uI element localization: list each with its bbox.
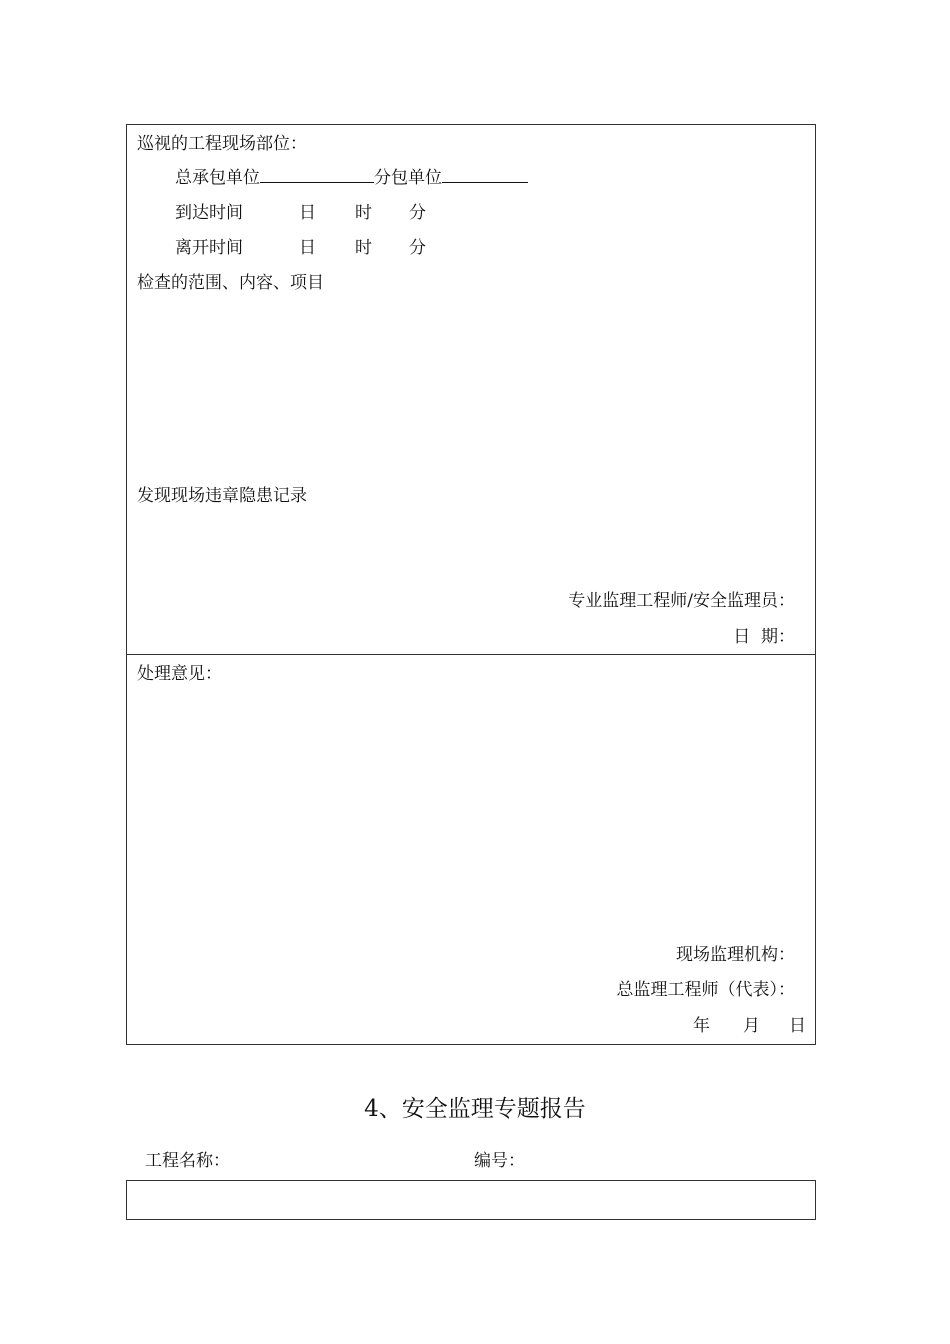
scope-label: 检查的范围、内容、项目: [137, 273, 324, 293]
opinion-label: 处理意见：: [137, 664, 222, 684]
arrival-day: 日: [299, 203, 316, 223]
subcontractor-field[interactable]: [442, 164, 528, 183]
subcontractor-label: 分包单位: [374, 168, 442, 188]
patrol-record-section: [126, 124, 816, 655]
signature-date-row: [693, 1011, 806, 1036]
departure-day: 日: [299, 238, 316, 258]
arrival-minute: 分: [409, 203, 426, 223]
day-label: 日: [789, 1016, 806, 1036]
departure-hour: 时: [355, 238, 372, 258]
chief-engineer-label: 总监理工程师（代表）：: [616, 980, 795, 1000]
arrival-hour: 时: [355, 203, 372, 223]
arrival-time-row: [175, 198, 426, 223]
month-label: 月: [743, 1016, 760, 1036]
opinion-section: [126, 654, 816, 1045]
patrol-location-label: 巡视的工程现场部位：: [137, 134, 307, 154]
section-title: 4、安全监理专题报告: [364, 1096, 586, 1122]
departure-time-row: [175, 233, 426, 258]
departure-label: 离开时间: [175, 238, 243, 258]
contractor-row: [175, 163, 528, 188]
year-label: 年: [693, 1016, 710, 1036]
general-contractor-field[interactable]: [260, 164, 374, 183]
hazard-record-label: 发现现场违章隐患记录: [137, 486, 307, 506]
general-contractor-label: 总承包单位: [175, 168, 260, 188]
supervision-org-label: 现场监理机构：: [676, 945, 795, 965]
engineer-date-label: 日 期：: [733, 627, 795, 647]
departure-minute: 分: [409, 238, 426, 258]
engineer-signature-label: 专业监理工程师/安全监理员：: [568, 591, 795, 611]
arrival-label: 到达时间: [175, 203, 243, 223]
number-label: 编号：: [474, 1151, 525, 1171]
report-table: [126, 1180, 816, 1220]
project-name-label: 工程名称：: [145, 1151, 230, 1171]
